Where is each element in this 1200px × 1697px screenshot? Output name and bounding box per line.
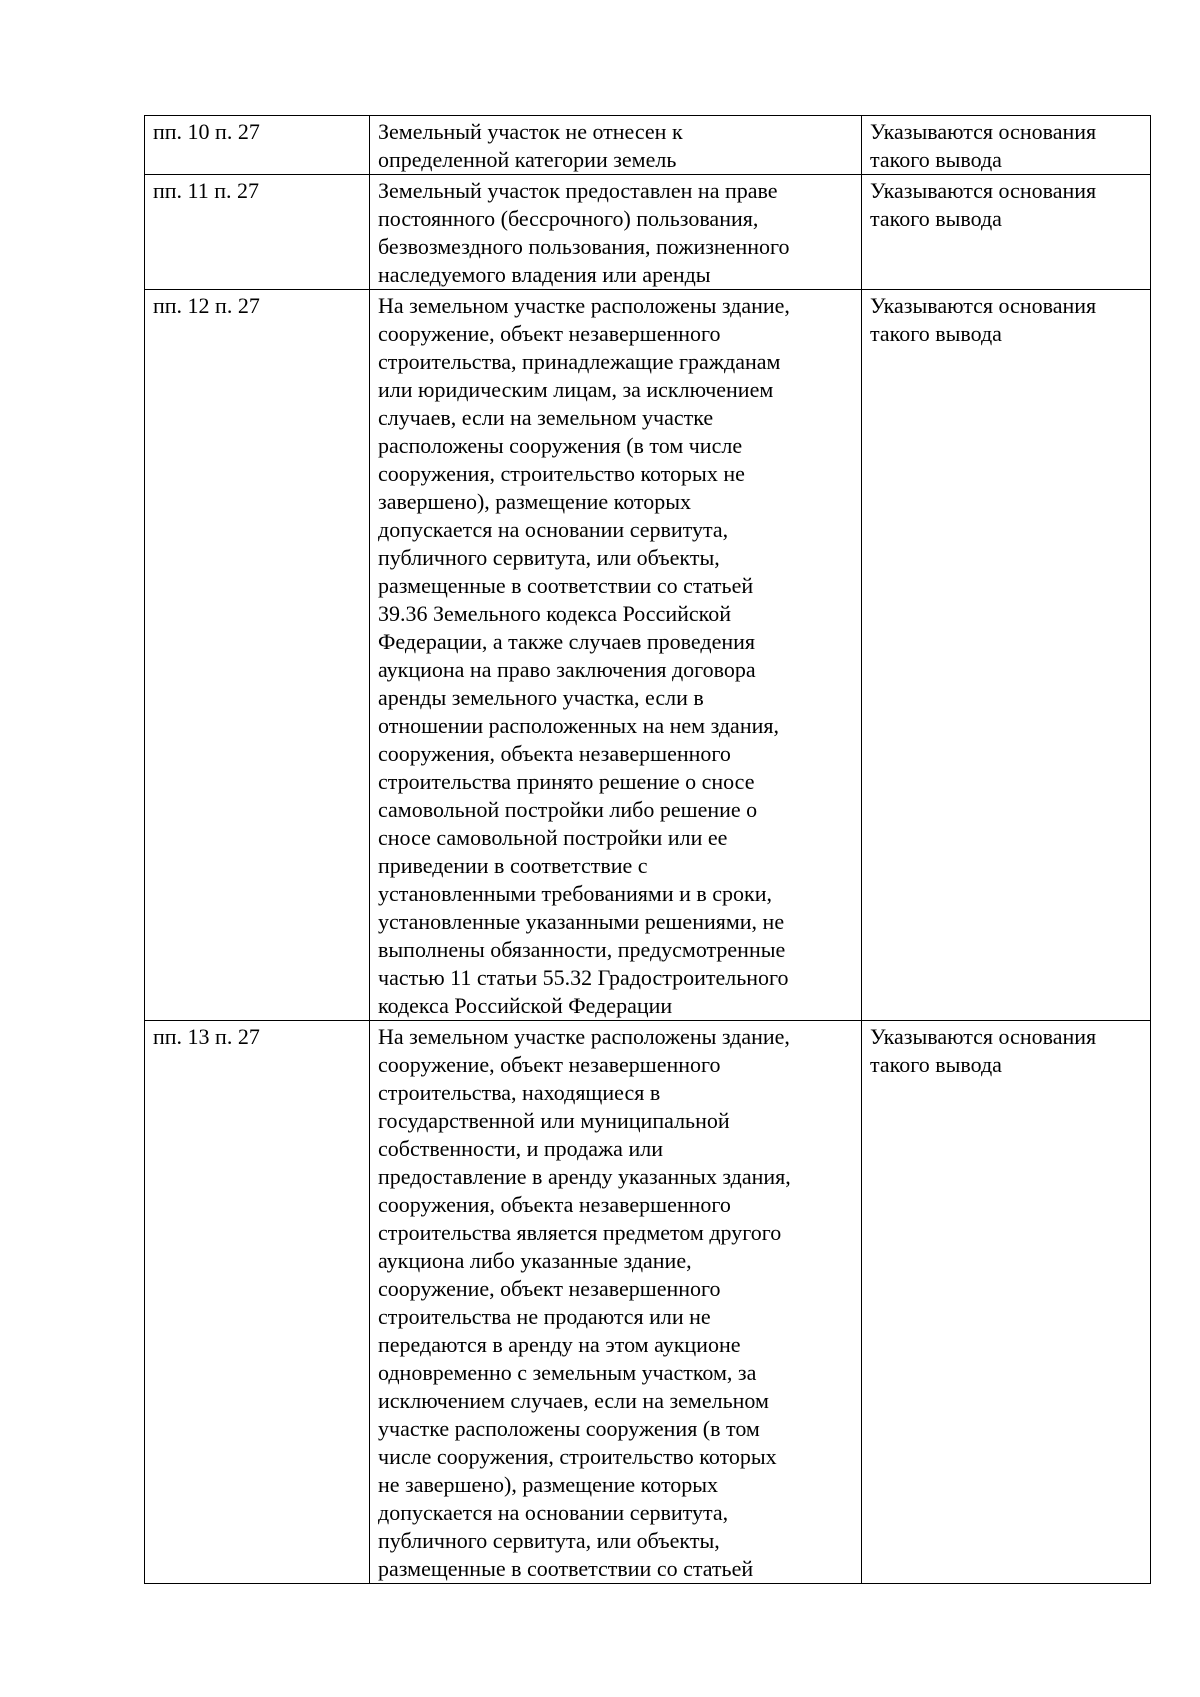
condition-cell xyxy=(370,290,862,1021)
condition-line: установленные указанными решениями, не xyxy=(378,909,785,934)
condition-line: публичного сервитута, или объекты, xyxy=(378,1528,720,1553)
condition-line: самовольной постройки либо решение о xyxy=(378,797,758,822)
condition-line: государственной или муниципальной xyxy=(378,1108,730,1133)
note-line: Указываются основания xyxy=(870,178,1097,203)
condition-line: На земельном участке расположены здание, xyxy=(378,1024,790,1049)
condition-line: участке расположены сооружения (в том xyxy=(378,1416,760,1441)
condition-line: передаются в аренду на этом аукционе xyxy=(378,1332,741,1357)
note-cell xyxy=(862,175,1151,290)
note-cell xyxy=(862,1021,1151,1584)
ref-cell xyxy=(145,1021,370,1584)
condition-cell xyxy=(370,1021,862,1584)
condition-line: одновременно с земельным участком, за xyxy=(378,1360,757,1385)
condition-line: строительства, принадлежащие гражданам xyxy=(378,349,781,374)
note-line: Указываются основания xyxy=(870,293,1097,318)
condition-line: строительства, находящиеся в xyxy=(378,1080,661,1105)
condition-line: аренды земельного участка, если в xyxy=(378,685,704,710)
condition-line: допускается на основании сервитута, xyxy=(378,517,729,542)
condition-line: определенной категории земель xyxy=(378,147,677,172)
ref-cell xyxy=(145,116,370,175)
condition-line: аукциона либо указанные здание, xyxy=(378,1248,692,1273)
condition-line: случаев, если на земельном участке xyxy=(378,405,714,430)
condition-line: завершено), размещение которых xyxy=(378,489,692,514)
condition-cell xyxy=(370,175,862,290)
note-line: такого вывода xyxy=(870,321,1002,346)
condition-line: Земельный участок предоставлен на праве xyxy=(378,178,778,203)
condition-line: сооружение, объект незавершенного xyxy=(378,321,721,346)
ref-text: пп. 12 п. 27 xyxy=(153,293,260,318)
condition-line: строительства является предметом другого xyxy=(378,1220,782,1245)
condition-line: Федерации, а также случаев проведения xyxy=(378,629,756,654)
condition-line: На земельном участке расположены здание, xyxy=(378,293,790,318)
grounds-table xyxy=(144,115,1151,1584)
condition-line: сооружение, объект незавершенного xyxy=(378,1052,721,1077)
condition-line: 39.36 Земельного кодекса Российской xyxy=(378,601,731,626)
table-body xyxy=(145,116,1151,1584)
note-line: Указываются основания xyxy=(870,119,1097,144)
note-line: Указываются основания xyxy=(870,1024,1097,1049)
condition-line: частью 11 статьи 55.32 Градостроительного xyxy=(378,965,789,990)
ref-text: пп. 11 п. 27 xyxy=(153,178,260,203)
condition-line: строительства не продаются или не xyxy=(378,1304,711,1329)
condition-line: размещенные в соответствии со статьей xyxy=(378,1556,754,1581)
condition-line: отношении расположенных на нем здания, xyxy=(378,713,779,738)
condition-cell xyxy=(370,116,862,175)
note-cell xyxy=(862,290,1151,1021)
ref-cell xyxy=(145,175,370,290)
condition-line: наследуемого владения или аренды xyxy=(378,262,711,287)
table-row xyxy=(145,1021,1151,1584)
condition-line: установленными требованиями и в сроки, xyxy=(378,881,773,906)
condition-line: расположены сооружения (в том числе xyxy=(378,433,743,458)
condition-line: числе сооружения, строительство которых xyxy=(378,1444,777,1469)
note-line: такого вывода xyxy=(870,147,1002,172)
condition-line: допускается на основании сервитута, xyxy=(378,1500,729,1525)
note-line: такого вывода xyxy=(870,1052,1002,1077)
condition-line: сносе самовольной постройки или ее xyxy=(378,825,728,850)
ref-text: пп. 10 п. 27 xyxy=(153,119,260,144)
condition-line: публичного сервитута, или объекты, xyxy=(378,545,720,570)
condition-line: размещенные в соответствии со статьей xyxy=(378,573,754,598)
condition-line: постоянного (бессрочного) пользования, xyxy=(378,206,759,231)
table-row xyxy=(145,175,1151,290)
condition-line: исключением случаев, если на земельном xyxy=(378,1388,769,1413)
condition-line: аукциона на право заключения договора xyxy=(378,657,756,682)
condition-line: или юридическим лицам, за исключением xyxy=(378,377,774,402)
condition-line: сооружения, объекта незавершенного xyxy=(378,741,731,766)
note-line: такого вывода xyxy=(870,206,1002,231)
note-cell xyxy=(862,116,1151,175)
ref-text: пп. 13 п. 27 xyxy=(153,1024,260,1049)
table-row xyxy=(145,290,1151,1021)
condition-line: строительства принято решение о сносе xyxy=(378,769,755,794)
condition-line: предоставление в аренду указанных здания, xyxy=(378,1164,791,1189)
condition-line: сооружения, строительство которых не xyxy=(378,461,745,486)
condition-line: кодекса Российской Федерации xyxy=(378,993,673,1018)
condition-line: собственности, и продажа или xyxy=(378,1136,663,1161)
ref-cell xyxy=(145,290,370,1021)
condition-line: Земельный участок не отнесен к xyxy=(378,119,683,144)
condition-line: сооружения, объекта незавершенного xyxy=(378,1192,731,1217)
condition-line: безвозмездного пользования, пожизненного xyxy=(378,234,790,259)
table-row xyxy=(145,116,1151,175)
condition-line: приведении в соответствие с xyxy=(378,853,648,878)
condition-line: не завершено), размещение которых xyxy=(378,1472,719,1497)
condition-line: сооружение, объект незавершенного xyxy=(378,1276,721,1301)
condition-line: выполнены обязанности, предусмотренные xyxy=(378,937,786,962)
